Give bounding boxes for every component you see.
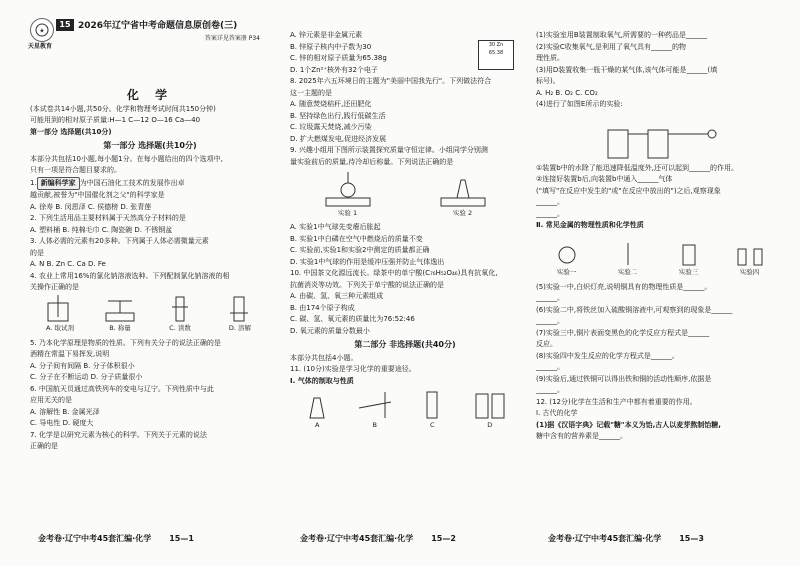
question-text: A. 溶解性 B. 金属光泽 — [30, 407, 100, 416]
question: (4)进行了如图E所示的实验: — [536, 100, 623, 108]
option: B. 坚持绿色出行,践行低碳生活 — [290, 111, 386, 120]
question: (7)实验三中,铜片表面变黑色的化学反应方程式是______ — [536, 328, 710, 337]
option: C. 实验前,实验1和实验2中测定的质量都正确 — [290, 246, 430, 254]
options: A. H₂ B. O₂ C. CO₂ — [536, 88, 598, 97]
apparatus-e — [588, 120, 728, 160]
question: (2)实验C收集氧气,是利用了氧气具有______的物 — [536, 42, 687, 51]
option: D. 1个Zn²⁺核外有32个电子 — [290, 65, 378, 74]
options: A. 塑料桶 B. 纯棉毛巾 C. 陶瓷碗 D. 不锈钢盆 — [30, 225, 173, 234]
experiment-2-figure: 实验 2 — [433, 172, 493, 220]
experiment-1-figure: 实验 1 — [318, 172, 378, 220]
page-footer: 金考卷·辽宁中考45套汇编·化学 15—2 — [300, 534, 456, 543]
question-text: 反应。 — [536, 340, 557, 348]
page-header — [28, 18, 270, 50]
option: A. 实验1中气球先变瘪后胀起 — [290, 223, 381, 231]
question-text: ②连接好装置b后,向装置b中通入______气体 — [536, 175, 673, 183]
question: 1. 新编科学家 为中国石油化工技术的发展作出卓 — [30, 177, 270, 191]
subject-title: 化 学 — [126, 88, 174, 102]
apparatus-e-figure — [536, 114, 780, 160]
option: A. 随意焚烧秸秆,还田肥化 — [290, 100, 372, 108]
question: 8. 2025年六五环境日的主题为"美丽中国我先行"。下列做法符合 — [290, 77, 492, 85]
option: B. 由174个原子构成 — [290, 303, 355, 312]
option: A. 锌元素是非金属元素 — [290, 31, 363, 39]
question: (5)实验一中,白炽灯亮,说明铜具有的物理性质是______。 — [536, 282, 712, 291]
option: C. 锌的相对原子质量为65.38g — [290, 54, 387, 62]
figure-row — [30, 297, 270, 335]
question-text: ______。 — [536, 198, 564, 206]
option: D. 氧元素的质量分数最小 — [290, 326, 370, 335]
option: C. 碳、氢、氧元素的质量比为76:52:46 — [290, 315, 415, 323]
question-text: 正确的是 — [30, 442, 58, 450]
brand-name: 天星教育 — [28, 43, 53, 50]
question-text: 12. (12分)化学在生活和生产中都有着重要的作用。 — [536, 397, 697, 406]
column-3 — [536, 30, 780, 443]
question: 6. 中国航天员通过高铁列车的变电与辽宁。下列性质中与此 — [30, 384, 214, 393]
section-note: 本部分共包括10小题,每小题1分。在每小题给出的四个选项中, — [30, 154, 223, 163]
question-text: 糖中含有的营养素是______。 — [536, 432, 627, 440]
page-footer: 金考卷·辽宁中考45套汇编·化学 15—3 — [548, 534, 704, 543]
svg-text:★: ★ — [39, 27, 45, 35]
experiment-figures — [290, 171, 520, 219]
experiment-4: 实验四 — [730, 241, 770, 279]
hot-badge: 新编科学家 — [37, 177, 80, 191]
instruction: (本试卷共14小题,共50分。化学和物理考试时间共150分钟) — [30, 104, 216, 113]
apparatus-c: C — [415, 388, 449, 432]
question-text: 这一主题的是 — [290, 88, 332, 97]
option: D. 扩大燃煤发电,促进经济发展 — [290, 134, 387, 143]
column-2 — [290, 30, 520, 433]
figure-d: D. 溶解 — [222, 295, 258, 335]
option: A. 由碳、氢、氧三种元素组成 — [290, 292, 384, 300]
sub-heading: Ⅰ. 气体的制取与性质 — [290, 376, 354, 385]
paper-title: 2026年辽宁省中考命题信息原创卷(三) — [78, 21, 238, 31]
question: 2. 下列生活用品主要材料属于天然高分子材料的是 — [30, 214, 186, 222]
section-heading: 第二部分 非选择题(共40分) — [354, 340, 456, 349]
question-text: (9)实验后,通过铁铜可以得出铁和铜的活动性顺序,依据是 — [536, 374, 712, 383]
instruction: 可能用到的相对原子质量:H—1 C—12 O—16 Ca—40 — [30, 116, 201, 124]
section-note: 只有一项是符合题目要求的。 — [30, 166, 121, 174]
answer-ref: 答案详见答案册 P34 — [204, 35, 260, 42]
question-text: 的是 — [30, 248, 44, 257]
question: 3. 人体必需的元素有20多种。下列属于人体必需微量元素 — [30, 237, 209, 245]
options: A. 徐寿 B. 闵恩泽 C. 侯德榜 D. 张青莲 — [30, 202, 152, 211]
question: (1)实验室用B装置制取氧气,所需要的一种药品是______ — [536, 31, 707, 39]
logo-icon — [30, 18, 54, 42]
option: D. 实验1中气球的作用是缓冲压强并防止气体逸出 — [290, 257, 445, 266]
question-text: 量实验前后的质量,待冷却后称量。下列说法正确的是 — [290, 157, 454, 166]
question-text: ______。 — [536, 317, 564, 325]
sub-heading: Ⅱ. 常见金属的物理性质和化学性质 — [536, 221, 644, 229]
question-text: ①装置b中的水除了能迅速降低温度外,还可以起到______的作用。 — [536, 163, 738, 172]
question-text: (8)实验四中发生反应的化学方程式是______。 — [536, 351, 679, 360]
section-note: 本部分共包括4小题。 — [290, 353, 358, 362]
options: A. 分子间有间隔 B. 分子体积很小 — [30, 361, 135, 370]
page-footer: 金考卷·辽宁中考45套汇编·化学 15—1 — [38, 534, 194, 543]
question-text: 抗菌消炎等功效。下列关于单宁酸的说法正确的是 — [290, 280, 444, 289]
question-text: 酒精在常温下易挥发,说明 — [30, 350, 110, 358]
apparatus-d: D — [470, 388, 510, 432]
option: B. 锌原子核内中子数为30 — [290, 42, 372, 51]
figure-a: A. 取试剂 — [42, 295, 78, 335]
experiment-2: 实验二 — [617, 268, 638, 276]
question: ______。 — [536, 363, 564, 371]
options: A. N B. Zn C. Ca D. Fe — [30, 260, 106, 268]
question-text: ("填写"在反应中发生的"或"在反应中放出的")之后,观察现象 — [536, 186, 721, 195]
apparatus-figures — [290, 389, 520, 431]
paper-number: 15 — [56, 19, 74, 31]
question: Ⅰ. 古代的化学 — [536, 409, 578, 417]
sub-heading: (1)据《汉语字典》记载"糖"本义为饴,古人以麦芽熬制饴糖, — [536, 420, 721, 429]
question: 7. 化学是以研究元素为核心的科学。下列关于元素的说法 — [30, 430, 207, 439]
apparatus-a: A — [300, 388, 334, 432]
question-text: 越贡献,被誉为"中国催化剂之父"的科学家是 — [30, 191, 165, 199]
question: (6)实验二中,将铁丝加入硫酸铜溶液中,可观察到的现象是______ — [536, 305, 733, 314]
column-1 — [30, 86, 270, 453]
question: 11. (10分)实验是学习化学的重要途径。 — [290, 365, 416, 373]
question-text: 应用无关的是 — [30, 396, 72, 404]
options: C. 导电性 D. 硬度大 — [30, 419, 94, 427]
metal-experiments — [536, 235, 780, 279]
option: C. 垃圾露天焚烧,减少污染 — [290, 123, 372, 131]
option: B. 实验1中白磷在空气中燃烧后的质量不变 — [290, 234, 423, 243]
apparatus-b: B — [355, 388, 395, 432]
question-text: ______。 — [536, 294, 564, 302]
question: 5. 乃本化学原理是物质的性质。下列有关分子的说法正确的是 — [30, 338, 221, 347]
question-text: 理性质。 — [536, 54, 564, 62]
figure-c: C. 读数 — [162, 295, 198, 335]
question: 4. 农业上常用16%的氯化钠溶液选种。下列配制氯化钠溶液的相 — [30, 271, 230, 280]
experiment-3: 实验三 — [669, 241, 709, 279]
question-text: 关操作正确的是 — [30, 283, 79, 291]
question: ______。 — [536, 386, 564, 394]
options: C. 分子在不断运动 D. 分子质量很小 — [30, 373, 143, 381]
element-card: 30 Zn 65.38 — [478, 40, 514, 70]
question: 10. 中国茶文化源远流长。绿茶中的单宁酸(C₇₆H₅₂O₄₆)具有抗氧化, — [290, 269, 498, 277]
atomic-mass: 第一部分 选择题(共10分) — [30, 127, 112, 136]
question: (3)用D装置收集一瓶干燥的某气体,该气体可能是______(填 — [536, 65, 718, 74]
question-text: ______。 — [536, 209, 564, 218]
experiment-1: 实验一 — [547, 241, 587, 279]
question-text: 标号)。 — [536, 77, 560, 85]
figure-b: B. 称量 — [102, 295, 138, 335]
section-heading: 第一部分 选择题(共10分) — [103, 141, 197, 150]
question: 9. 兴趣小组用下图所示装置探究质量守恒定律。小组同学分别测 — [290, 146, 488, 154]
